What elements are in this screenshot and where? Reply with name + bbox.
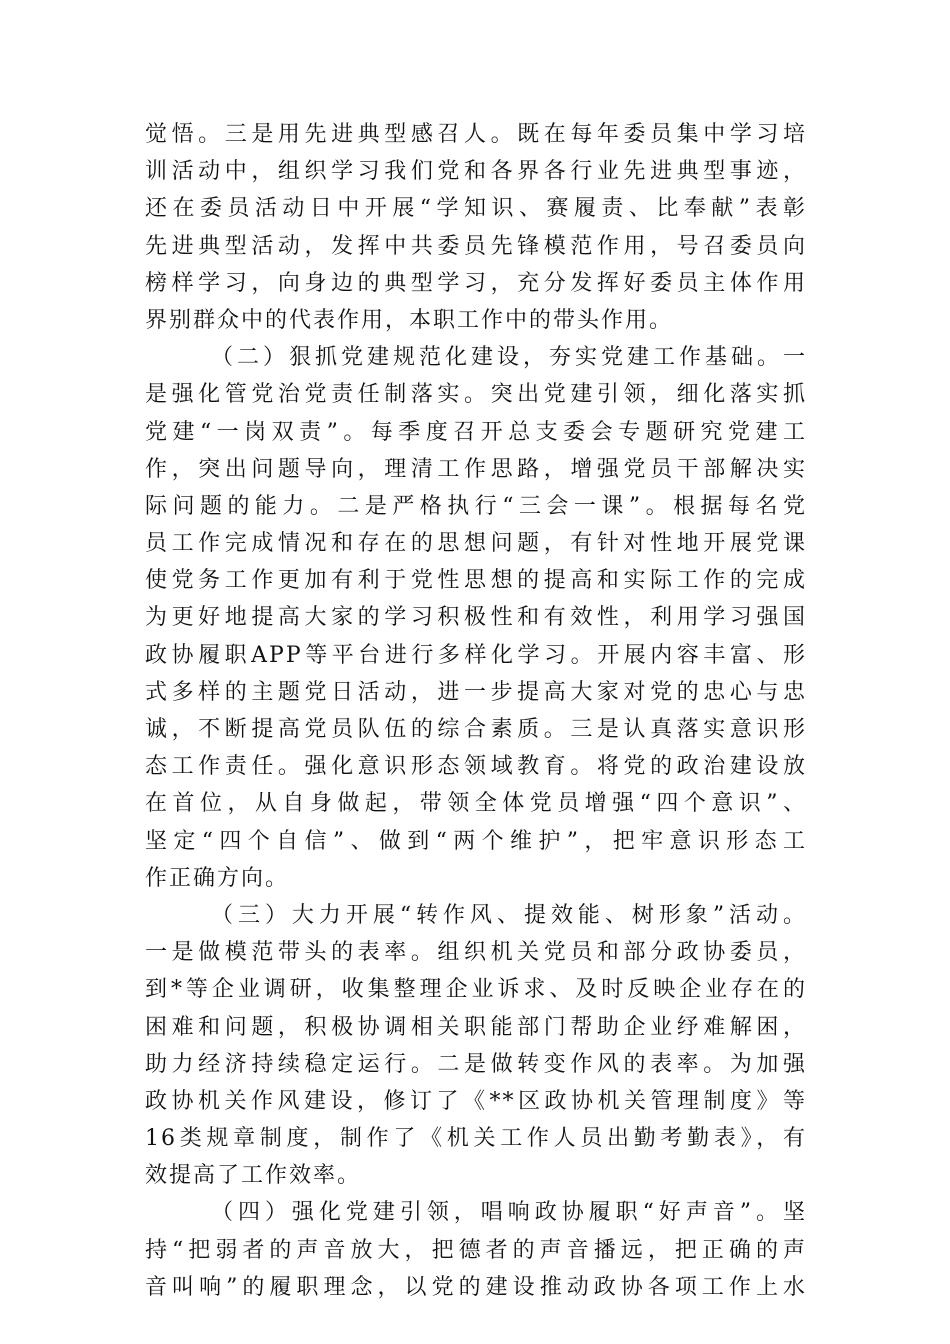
text-line: 训活动中，组织学习我们党和各界各行业先进典型事迹， <box>145 159 807 185</box>
text-line: 一是做模范带头的表率。组织机关党员和部分政协委员， <box>145 940 807 966</box>
text-line: 到*等企业调研，收集整理企业诉求、及时反映企业存在的 <box>145 977 807 1003</box>
text-line: 作正确方向。 <box>145 865 290 891</box>
text-line: 持“把弱者的声音放大，把德者的声音播远，把正确的声 <box>145 1237 807 1263</box>
text-line: 诚，不断提高党员队伍的综合素质。三是认真落实意识形 <box>145 717 807 742</box>
text-line: 觉悟。三是用先进典型感召人。既在每年委员集中学习培 <box>145 122 807 147</box>
text-line: 作，突出问题导向，理清工作思路，增强党员干部解决实 <box>145 456 807 482</box>
text-line: 音叫响”的履职理念，以党的建设推动政协各项工作上水 <box>145 1274 807 1300</box>
text-line: 式多样的主题党日活动，进一步提高大家对党的忠心与忠 <box>145 679 807 705</box>
text-line: 坚定“四个自信”、做到“两个维护”，把牢意识形态工 <box>145 828 807 854</box>
text-line: 员工作完成情况和存在的思想问题，有针对性地开展党课 <box>145 531 807 557</box>
paragraph-first-line: （三）大力开展“转作风、提效能、树形象”活动。 <box>211 902 807 928</box>
text-line: 是强化管党治党责任制落实。突出党建引领，细化落实抓 <box>145 382 807 408</box>
text-line: 困难和问题，积极协调相关职能部门帮助企业纾难解困， <box>145 1014 807 1040</box>
text-line: 政协机关作风建设，修订了《**区政协机关管理制度》等 <box>145 1088 807 1114</box>
paragraph-first-line: （二）狠抓党建规范化建设，夯实党建工作基础。一 <box>211 345 807 371</box>
text-line: 16类规章制度，制作了《机关工作人员出勤考勤表》，有 <box>145 1126 807 1152</box>
text-line: 界别群众中的代表作用，本职工作中的带头作用。 <box>145 307 674 333</box>
paragraph-first-line: （四）强化党建引领，唱响政协履职“好声音”。坚 <box>211 1200 807 1226</box>
text-line: 榜样学习，向身边的典型学习，充分发挥好委员主体作用 <box>145 270 807 296</box>
text-line: 使党务工作更加有利于党性思想的提高和实际工作的完成 <box>145 568 807 594</box>
text-line: 为更好地提高大家的学习积极性和有效性，利用学习强国 <box>145 605 807 631</box>
text-line: 还在委员活动日中开展“学知识、赛履责、比奉献”表彰 <box>145 196 807 222</box>
body-text <box>145 116 807 1306</box>
text-line: 党建“一岗双责”。每季度召开总支委会专题研究党建工 <box>145 419 807 445</box>
text-line: 际问题的能力。二是严格执行“三会一课”。根据每名党 <box>145 493 807 519</box>
text-line: 态工作责任。强化意识形态领域教育。将党的政治建设放 <box>145 754 807 780</box>
text-line: 效提高了工作效率。 <box>145 1163 362 1189</box>
text-line: 助力经济持续稳定运行。二是做转变作风的表率。为加强 <box>145 1051 807 1077</box>
text-line: 先进典型活动，发挥中共委员先锋模范作用，号召委员向 <box>145 233 807 259</box>
text-line: 政协履职APP等平台进行多样化学习。开展内容丰富、形 <box>145 642 807 668</box>
text-line: 在首位，从自身做起，带领全体党员增强“四个意识”、 <box>145 791 807 817</box>
